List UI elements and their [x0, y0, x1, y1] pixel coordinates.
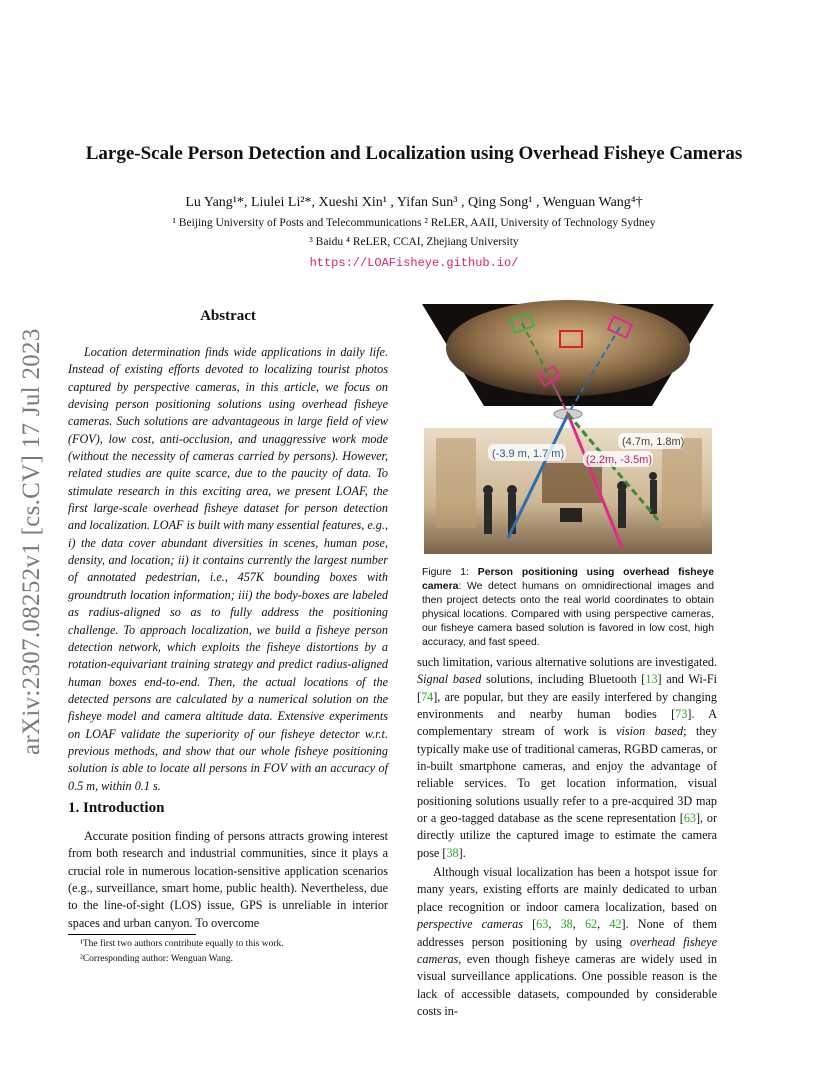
citation-link[interactable]: 38	[446, 845, 459, 860]
paragraph-1	[417, 654, 717, 862]
footnote-1: ¹The first two authors contribute equally to this work.	[80, 939, 284, 949]
citation-link[interactable]: 73	[675, 707, 688, 722]
citation-link[interactable]: 62	[584, 917, 598, 932]
citation-link[interactable]: 63	[536, 917, 549, 932]
paragraph-2: Although visual localization has been a hotspot issue for many years, existing efforts are mainly dedicated to urban place recognition or indoor camera localization, based on perspective cameras [63, 38, 62, 42]. None of them addresses person positioning by using overhead fisheye cameras, even though fisheye cameras are widely used in visual surveillance applications. One possible reason is the lack of accessible datasets, compounded by considerable costs in-	[417, 865, 718, 1018]
introduction-heading: 1. Introduction	[68, 800, 165, 816]
project-url-link[interactable]: https://LOAFisheye.github.io/	[309, 256, 519, 270]
text-run: [	[522, 917, 537, 932]
coord-label-right: (4.7m, 1.8m)	[622, 436, 685, 448]
arxiv-stamp	[18, 295, 54, 755]
citation-link[interactable]: 42	[609, 917, 622, 932]
figure-1-illustration	[422, 298, 714, 556]
painting	[542, 463, 602, 503]
citation-link[interactable]: 38	[560, 917, 573, 932]
affiliations-line-2: ³ Baidu ⁴ ReLER, CCAI, Zhejiang University	[309, 236, 519, 248]
figure-1-caption	[422, 566, 714, 650]
text-run: Although visual localization has been a hotspot issue for many years, existing efforts are mainly dedicated to urban place recognition or indoor camera localization, based on	[417, 865, 717, 914]
text-run: ] and Wi-Fi [	[417, 672, 717, 704]
text-run: such limitation, various alternative solutions are investigated.	[417, 655, 717, 669]
caption-lead: Figure 1:	[422, 567, 478, 578]
caption-rest: : We detect humans on omnidirectional images and then project detects onto the real world coordinates to obtain physical locations. Compared with using perspective cameras, our fisheye camera based solution is favored in low cost, high accuracy, and fast speed.	[422, 581, 714, 648]
citation-link[interactable]: 74	[421, 689, 434, 704]
text-run: ].	[458, 845, 466, 860]
author-list: Lu Yang¹*, Liulei Li²*, Xueshi Xin¹ , Yifan Sun³ , Qing Song¹ , Wenguan Wang⁴†	[185, 195, 643, 210]
text-run: ], are popular, but they are easily interfered by changing environments and nearby human bodies [	[417, 689, 717, 722]
right-column-text	[417, 654, 717, 1020]
text-run: ]. A complementary stream of work is	[417, 707, 717, 739]
citation-link[interactable]: 63	[683, 811, 696, 826]
footnote-2: ²Corresponding author: Wenguan Wang.	[80, 954, 233, 964]
text-run: ; they typically make use of traditional cameras, RGBD cameras, or in-built smartphone cameras, and enjoy the advantage of reliable services. To get location information, visual positioning solutions usually refer to a pre-acquired 3D map or a geo-tagged database as the scene representation [	[417, 724, 718, 826]
abstract-body: Location determination finds wide applications in daily life. Instead of existing efforts devoted to localizing tourist photos captured by perspective cameras, in this article, we focus on devising person positioning solutions using overhead fisheye cameras. Such solutions are advantageous in large field of view (FOV), low cost, anti-occlusion, and unaggressive work mode (without the necessity of cameras carried by persons). However, related studies are quite scarce, due to the paucity of data. To stimulate research in this exciting area, we present LOAF, the first large-scale overhead fisheye dataset for person detection and localization. LOAF is built with many essential features, e.g., i) the data cover abundant diversities in scenes, human pose, density, and location; ii) it contains currently the largest number of annotated pedestrian, i.e., 457K bounding boxes with groundtruth location information; iii) the body-boxes are labeled as radius-aligned so as to fully address the positioning challenge. To approach localization, we build a fisheye person detection network, which exploits the fisheye distortions by a rotation-equivariant training strategy and predict radius-aligned human boxes end-to-end. Then, the actual locations of the detected persons are calculated by a numerical solution on the fisheye model and camera altitude data. Extensive experiments on LOAF validate the superiority of our fisheye detector w.r.t. previous methods, and show that our whole fisheye positioning solution is able to locate all persons in FOV with an accuracy of 0.5 m, within 0.1 s.	[68, 345, 388, 793]
text-run: , even though fisheye cameras are widely used in visual surveillance applications. One possible reason is the lack of accessible datasets, compounded by considerable costs in-	[417, 951, 717, 1018]
arxiv-stamp-text: arXiv:2307.08252v1 [cs.CV] 17 Jul 2023	[18, 328, 45, 755]
introduction-body: Accurate position finding of persons attracts growing interest from both research and industrial communities, since it plays a crucial role in numerous location-sensitive application scenarios (e.g., surveillance, smart home, public health). Nevertheless, due to the line-of-sight (LOS) issue, GPS is unreliable in interior spaces and urban canyon. To overcome	[68, 829, 388, 930]
affiliations-line-1: ¹ Beijing University of Posts and Telecommunications ² ReLER, AAII, University of Technology Sydney	[172, 217, 656, 229]
paper-title: Large-Scale Person Detection and Localization using Overhead Fisheye Cameras	[85, 143, 743, 164]
footnote-rule	[68, 934, 196, 935]
text-run: solutions, including Bluetooth [	[481, 672, 646, 687]
text-run: ], or directly utilize the captured image to estimate the camera pose [	[417, 811, 718, 860]
text-run-italic: perspective cameras	[417, 917, 523, 932]
text-run: ]. None of them addresses person positioning by using	[417, 917, 718, 949]
text-run-italic: Signal based	[417, 672, 482, 687]
abstract-heading: Abstract	[200, 308, 256, 324]
coord-label-left: (-3.9 m, 1.7 m)	[492, 448, 565, 460]
bench	[560, 508, 582, 522]
caption-bold: Person positioning using overhead fisheye camera	[422, 567, 714, 592]
text-run-italic: vision based	[616, 724, 684, 739]
citation-link[interactable]: 13	[645, 672, 658, 687]
coord-label-middle: (2.2m, -3.5m)	[586, 454, 653, 466]
text-run-italic: overhead fisheye cameras	[417, 934, 717, 966]
figure-1	[422, 298, 714, 556]
